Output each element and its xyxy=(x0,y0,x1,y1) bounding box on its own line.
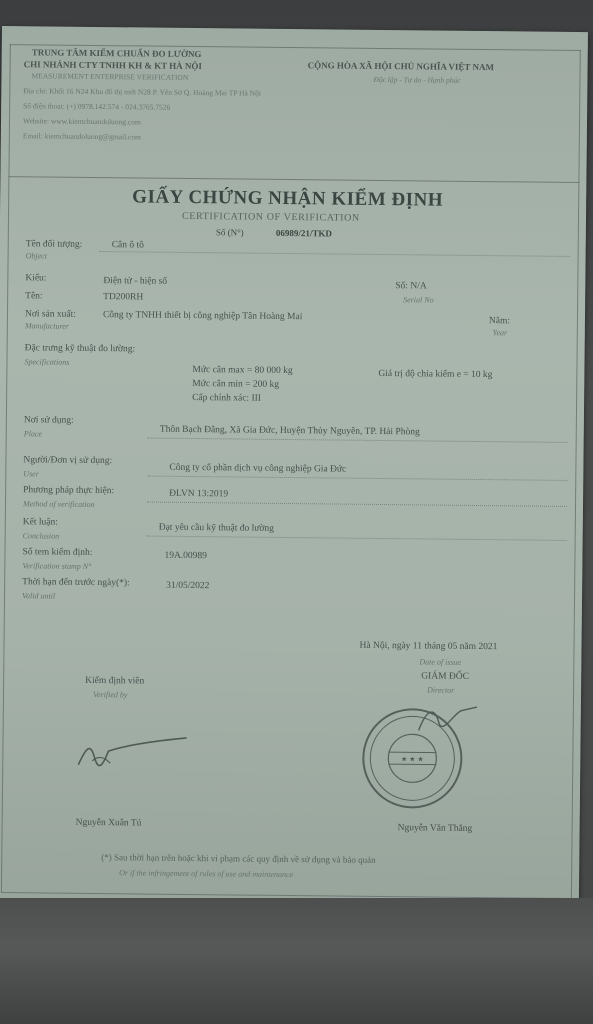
serial-label: Số: N/A xyxy=(395,281,427,292)
date-line-en: Date of issue xyxy=(419,657,462,667)
type-label: Kiểu: xyxy=(25,273,47,284)
user-label-en: User xyxy=(23,469,39,479)
certificate-paper xyxy=(0,26,588,904)
dotted-line xyxy=(100,251,570,257)
conclusion-label-en: Conclusion xyxy=(22,531,60,541)
footer-note: (*) Sau thời hạn trên hoặc khi vi phạm các quy định về sử dụng và bảo quản xyxy=(101,852,376,865)
right-border xyxy=(571,50,581,898)
object-label-en: Object xyxy=(25,251,47,261)
verifier-label: Kiểm định viên xyxy=(85,675,145,687)
spec-label-en: Specifications xyxy=(24,357,70,367)
svg-text:★ ★ ★: ★ ★ ★ xyxy=(400,756,424,764)
conclusion-value: Đạt yêu cầu kỹ thuật đo lường xyxy=(158,522,274,534)
director-label: GIÁM ĐỐC xyxy=(421,671,470,682)
stamp-no-label-en: Verification stamp N° xyxy=(22,561,92,571)
dotted-line xyxy=(148,438,568,443)
user-value: Công ty cổ phần dịch vụ công nghiệp Gia Đức xyxy=(169,462,347,475)
date-line: Hà Nội, ngày 11 tháng 05 năm 2021 xyxy=(359,640,498,653)
conclusion-label: Kết luận: xyxy=(22,517,58,528)
spec-label: Đặc trưng kỹ thuật đo lường: xyxy=(24,343,136,355)
manufacturer-value: Công ty TNHH thiết bị công nghiệp Tân Hoàng Mai xyxy=(102,310,303,323)
type-value: Điện tử - hiện số xyxy=(103,276,168,287)
verifier-name: Nguyễn Xuân Tú xyxy=(75,817,142,829)
number-value: 06989/21/TKD xyxy=(275,227,332,239)
valid-label-en: Valid until xyxy=(21,591,56,601)
director-label-en: Director xyxy=(427,685,455,695)
stamp-no-value: 19A.00989 xyxy=(164,550,208,562)
number-label: Số (N°) xyxy=(215,227,244,238)
dotted-line xyxy=(147,502,567,507)
spec-class: Cấp chính xác: III xyxy=(192,393,262,404)
org-address: Địa chỉ: Khối 16 N24 Khu đô thị mới N28 P. Yên Sở Q. Hoàng Mai TP Hà Nội xyxy=(23,86,262,98)
object-label: Tên đối tượng: xyxy=(25,239,83,250)
director-name: Nguyễn Văn Thắng xyxy=(397,823,473,834)
place-label-en: Place xyxy=(23,429,42,439)
director-signature xyxy=(413,700,483,741)
org-line1: TRUNG TÂM KIỂM CHUẨN ĐO LƯỜNG xyxy=(31,47,202,60)
method-label-en: Method of verification xyxy=(22,499,95,509)
header-divider xyxy=(8,176,579,183)
manufacturer-label-en: Manufacturer xyxy=(24,321,70,331)
left-border xyxy=(1,44,11,892)
dotted-line xyxy=(147,536,567,541)
valid-value: 31/05/2022 xyxy=(166,580,210,592)
valid-label: Thời hạn đến trước ngày(*): xyxy=(22,577,130,589)
org-email: Email: kiemchuandoluong@gmail.com xyxy=(22,131,142,142)
footer-note-en: Or if the infringement of rules of use and maintenance xyxy=(119,868,294,880)
verifier-label-en: Verified by xyxy=(92,689,128,700)
nation-line2: Độc lập - Tự do - Hạnh phúc xyxy=(373,74,461,85)
place-value: Thôn Bạch Đằng, Xã Gia Đức, Huyện Thủy Nguyên, TP. Hải Phòng xyxy=(159,424,420,438)
method-label: Phương pháp thực hiện: xyxy=(23,485,115,497)
verifier-signature xyxy=(68,727,199,778)
spec-max: Mức cân max = 80 000 kg xyxy=(192,365,293,377)
serial-label-en: Serial No xyxy=(403,295,434,305)
user-label: Người/Đơn vị sử dụng: xyxy=(23,455,113,467)
method-value: ĐLVN 13:2019 xyxy=(169,488,229,500)
year-label-en: Year xyxy=(492,328,508,338)
table-surface xyxy=(0,898,593,1024)
stamp-no-label: Số tem kiểm định: xyxy=(22,547,93,558)
object-value: Cân ô tô xyxy=(111,240,144,251)
nation-line1: CỘNG HÒA XÃ HỘI CHỦ NGHĨA VIỆT NAM xyxy=(307,60,495,73)
model-value: TD200RH xyxy=(103,292,144,303)
certificate-title-en: CERTIFICATION OF VERIFICATION xyxy=(181,210,360,224)
year-label: Năm: xyxy=(488,316,511,327)
org-line3: MEASUREMENT ENTERPRISE VERIFICATION xyxy=(31,71,189,82)
manufacturer-label: Nơi sản xuất: xyxy=(24,309,76,320)
dotted-line xyxy=(147,476,567,481)
spec-e: Giá trị độ chia kiểm e = 10 kg xyxy=(378,368,493,381)
org-website: Website: www.kiemchuandoluong.com xyxy=(22,116,141,127)
org-phone: Số điện thoại: (+) 0978.142.574 - 024.3765.7526 xyxy=(23,101,171,112)
org-line2: CHI NHÁNH CTY TNHH KH & KT HÀ NỘI xyxy=(23,59,203,72)
certificate-title: GIẤY CHỨNG NHẬN KIỂM ĐỊNH xyxy=(132,186,444,211)
spec-min: Mức cân min = 200 kg xyxy=(192,379,280,390)
model-label: Tên: xyxy=(25,291,43,302)
place-label: Nơi sử dụng: xyxy=(23,415,74,426)
